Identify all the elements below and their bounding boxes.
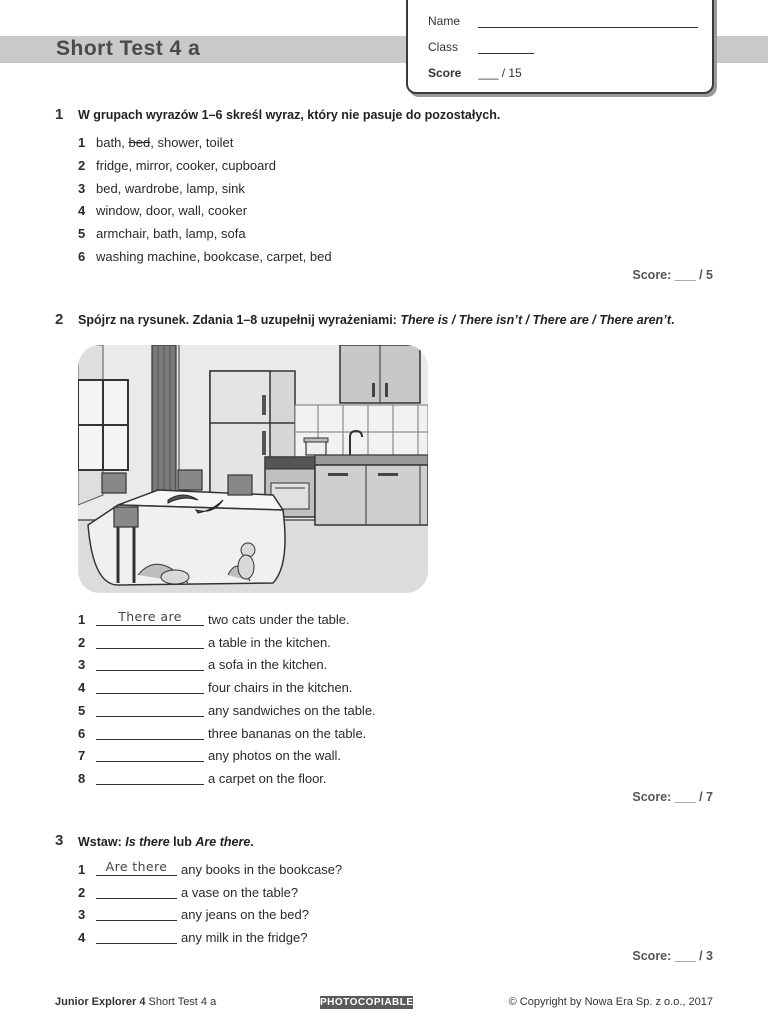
answer-blank[interactable] [96, 693, 204, 694]
pot [304, 438, 328, 455]
sentence-text: any books in the bookcase? [181, 862, 343, 877]
window [78, 380, 128, 470]
answer-blank[interactable] [96, 648, 204, 649]
answer-blank[interactable] [96, 943, 177, 944]
item-number: 7 [78, 748, 86, 764]
item-number: 1 [78, 135, 86, 150]
item-words: fridge, mirror, cooker, cupboard [96, 157, 276, 173]
item-text[interactable] [96, 181, 245, 196]
section-3-instruction-c: lub [169, 835, 196, 849]
item-text[interactable] [96, 226, 246, 241]
item-text[interactable] [96, 249, 332, 264]
class-field[interactable] [478, 41, 534, 54]
sentence-text: three bananas on the table. [208, 725, 367, 741]
footer-test-name: Short Test 4 a [145, 996, 217, 1008]
kitchen-counter [315, 455, 428, 525]
section-3-instruction [78, 835, 254, 849]
name-row [428, 14, 698, 28]
name-label: Name [428, 14, 461, 28]
class-row [428, 40, 534, 54]
footer-copyright: © Copyright by Nowa Era Sp. z o.o., 2017 [508, 996, 713, 1008]
answer-blank[interactable] [96, 875, 177, 876]
crossed-out-word: bed [128, 135, 151, 150]
wall-cabinet [340, 345, 420, 403]
sentence-text: any sandwiches on the table. [208, 702, 376, 718]
handwritten-answer: Are there [105, 859, 168, 874]
kitchen-illustration [78, 345, 428, 593]
sentence-text: any milk in the fridge? [181, 930, 308, 946]
item-text[interactable] [96, 158, 276, 173]
item-number: 1 [78, 612, 86, 627]
item-number: 4 [78, 930, 86, 946]
score-row [428, 66, 522, 80]
answer-blank[interactable] [96, 898, 177, 899]
section-2-instruction-options: There is / There isn’t / There are / There aren’t [400, 313, 672, 327]
section-2-score: Score: ___ / 7 [632, 790, 713, 804]
answer-blank[interactable] [96, 761, 204, 762]
section-2-number: 2 [55, 311, 64, 328]
section-2-instruction-end: . [671, 313, 675, 327]
section-3-instruction-d: Are there [195, 835, 251, 849]
item-text[interactable] [96, 135, 233, 150]
section-2-instruction-plain: Spójrz na rysunek. Zdania 1–8 uzupełnij wyrażeniami: [78, 313, 401, 327]
answer-blank[interactable] [96, 784, 204, 785]
section-3-score: Score: ___ / 3 [632, 949, 713, 963]
class-label: Class [428, 40, 459, 54]
answer-blank[interactable] [96, 920, 177, 921]
item-number: 2 [78, 157, 86, 173]
item-number: 1 [78, 862, 86, 877]
answer-blank[interactable] [96, 625, 204, 626]
item-words: washing machine, bookcase, carpet, bed [96, 249, 332, 264]
item-words: window, door, wall, cooker [96, 203, 248, 219]
item-number: 2 [78, 884, 86, 900]
item-number: 4 [78, 680, 86, 696]
section-3-number: 3 [55, 832, 64, 849]
section-2-instruction [78, 313, 675, 327]
footer-book [55, 996, 216, 1008]
item-number: 2 [78, 634, 86, 650]
score-total: ___ / 15 [478, 66, 522, 80]
item-words: bed, wardrobe, lamp, sink [96, 180, 245, 196]
item-number: 5 [78, 226, 86, 242]
item-words: armchair, bath, lamp, sofa [96, 226, 246, 242]
item-number: 5 [78, 702, 86, 718]
sentence-text: a carpet on the floor. [208, 770, 327, 786]
kitchen-drawing [78, 345, 428, 593]
answer-blank[interactable] [96, 716, 204, 717]
page-title: Short Test 4 a [56, 37, 201, 60]
sentence-text: a table in the kitchen. [208, 634, 331, 650]
section-3-instruction-b: Is there [125, 835, 170, 849]
item-number: 3 [78, 657, 86, 673]
answer-blank[interactable] [96, 739, 204, 740]
curtain [152, 345, 179, 500]
section-1-instruction: W grupach wyrazów 1–6 skreśl wyraz, który nie pasuje do pozostałych. [78, 108, 501, 122]
answer-blank[interactable] [96, 670, 204, 671]
sentence-text: any photos on the wall. [208, 748, 341, 764]
item-number: 6 [78, 725, 86, 741]
sentence-text: a sofa in the kitchen. [208, 657, 328, 673]
item-number: 8 [78, 770, 86, 786]
sentence-text: any jeans on the bed? [181, 907, 309, 923]
score-label: Score [428, 66, 462, 80]
section-3-instruction-a: Wstaw: [78, 835, 126, 849]
item-number: 4 [78, 203, 86, 219]
name-field[interactable] [478, 15, 698, 28]
item-number: 3 [78, 907, 86, 923]
item-text[interactable] [96, 203, 247, 218]
footer-book-title: Junior Explorer 4 [55, 996, 146, 1008]
item-words: bath, [96, 135, 129, 150]
photocopiable-badge: PHOTOCOPIABLE [320, 997, 414, 1008]
sentence-text: a vase on the table? [181, 884, 299, 900]
section-1-score: Score: ___ / 5 [632, 268, 713, 282]
sentence-text: two cats under the table. [208, 612, 350, 627]
section-1-number: 1 [55, 106, 64, 123]
handwritten-answer: There are [118, 609, 182, 624]
item-words-after: , shower, toilet [150, 135, 234, 150]
section-3-instruction-e: . [250, 835, 254, 849]
item-number: 6 [78, 249, 86, 264]
sentence-text: four chairs in the kitchen. [208, 680, 353, 696]
item-number: 3 [78, 180, 86, 196]
student-info-box [406, 0, 714, 94]
